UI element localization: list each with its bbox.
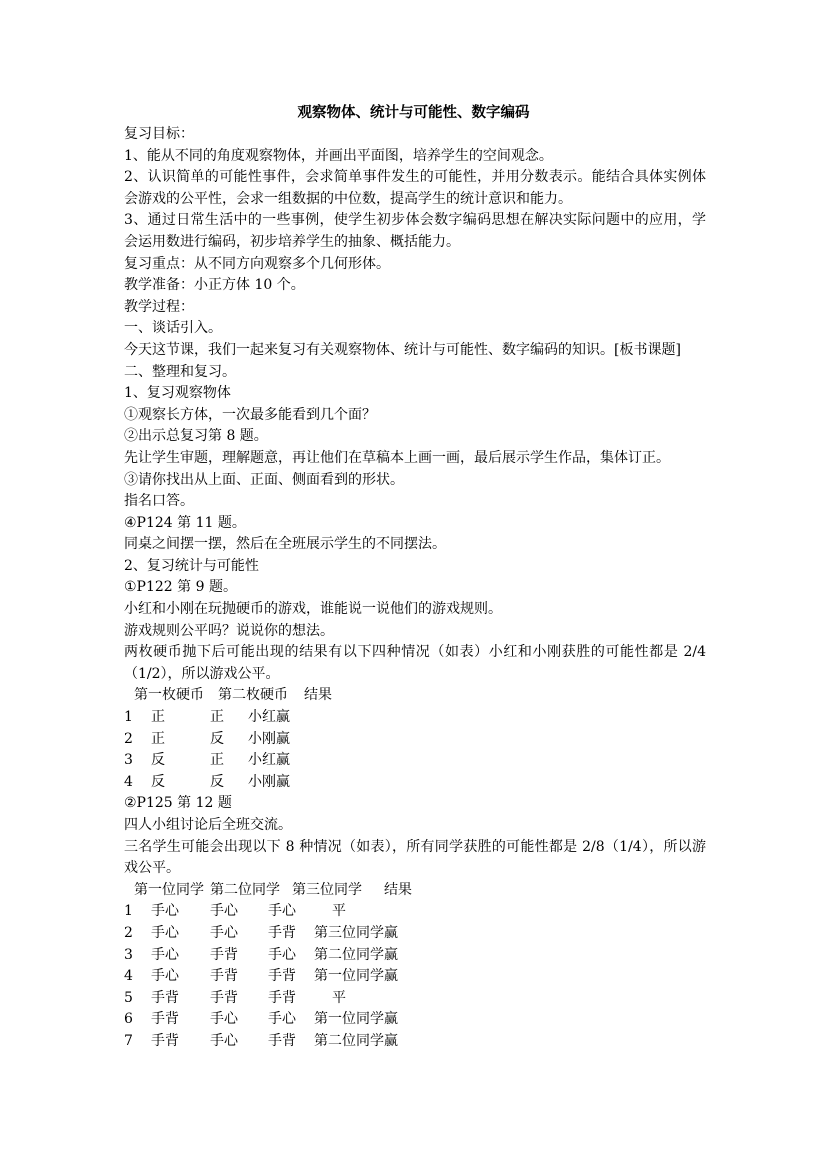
- table-row: [124, 1031, 706, 1053]
- table-cell: 平: [332, 903, 346, 920]
- coin-results-table: [124, 685, 706, 793]
- table-cell: 手心: [151, 924, 179, 941]
- paragraph: 小红和小刚在玩抛硬币的游戏，谁能说一说他们的游戏规则。: [124, 601, 502, 618]
- row-number: 3: [124, 752, 133, 769]
- table-header-cell: 第一枚硬币: [134, 687, 204, 704]
- paragraph: 指名口答。: [124, 493, 194, 510]
- row-number: 3: [124, 946, 133, 963]
- table-header-cell: 第二枚硬币: [218, 687, 288, 704]
- table-row: [124, 707, 706, 729]
- table-header-row: [124, 880, 706, 902]
- table-cell: 手心: [268, 946, 296, 963]
- paragraph: 二、整理和复习。: [124, 363, 236, 380]
- table-cell: 手心: [268, 903, 296, 920]
- paragraph: 一、谈话引入。: [124, 320, 222, 337]
- table-row: [124, 1009, 706, 1031]
- table-cell: 正: [210, 709, 224, 726]
- paragraph: 先让学生审题，理解题意，再让他们在草稿本上画一画，最后展示学生作品，集体订正。: [124, 449, 670, 466]
- table-row: [124, 729, 706, 751]
- table-cell: 手背: [210, 989, 238, 1006]
- paragraph: ①P122 第 9 题。: [124, 579, 237, 596]
- paragraph: 1、复习观察物体: [124, 385, 231, 402]
- paragraph: 教学过程：: [124, 298, 194, 315]
- row-number: 2: [124, 924, 133, 941]
- row-number: 6: [124, 1011, 133, 1028]
- paragraph: ②P125 第 12 题: [124, 795, 232, 812]
- table-cell: 反: [151, 752, 165, 769]
- table-row: [124, 923, 706, 945]
- paragraph: 2、复习统计与可能性: [124, 557, 259, 574]
- section-paragraphs-a: [124, 124, 706, 685]
- table-cell: 手心: [210, 1011, 238, 1028]
- paragraph: ②出示总复习第 8 题。: [124, 428, 268, 445]
- paragraph: ③请你找出从上面、正面、侧面看到的形状。: [124, 471, 404, 488]
- table-cell: 第一位同学赢: [314, 968, 398, 985]
- table-cell: 手背: [268, 924, 296, 941]
- table-row: [124, 988, 706, 1010]
- table-row: [124, 945, 706, 967]
- row-number: 1: [124, 903, 133, 920]
- table-cell: 手背: [268, 1032, 296, 1049]
- row-number: 5: [124, 989, 133, 1006]
- table-cell: 正: [151, 730, 165, 747]
- table-cell: 第一位同学赢: [314, 1011, 398, 1028]
- table-cell: 手心: [210, 924, 238, 941]
- table-cell: 第二位同学赢: [314, 946, 398, 963]
- table-header-cell: 结果: [384, 881, 412, 898]
- table-row: [124, 901, 706, 923]
- table-cell: 手心: [268, 1011, 296, 1028]
- table-cell: 手背: [268, 989, 296, 1006]
- table-cell: 小红赢: [248, 752, 290, 769]
- table-row: [124, 772, 706, 794]
- table-row: [124, 750, 706, 772]
- row-number: 4: [124, 968, 133, 985]
- table-cell: 手背: [268, 968, 296, 985]
- table-cell: 小刚赢: [248, 730, 290, 747]
- table-cell: 手心: [151, 946, 179, 963]
- table-row: [124, 966, 706, 988]
- table-header-cell: 结果: [304, 687, 332, 704]
- row-number: 2: [124, 730, 133, 747]
- table-cell: 手心: [210, 903, 238, 920]
- table-cell: 手心: [210, 1032, 238, 1049]
- table-cell: 平: [332, 989, 346, 1006]
- table-cell: 第三位同学赢: [314, 924, 398, 941]
- row-number: 4: [124, 773, 133, 790]
- table-cell: 手背: [151, 1032, 179, 1049]
- table-cell: 手心: [151, 903, 179, 920]
- table-cell: 手背: [210, 946, 238, 963]
- hand-results-table: [124, 880, 706, 1053]
- paragraph: 四人小组讨论后全班交流。: [124, 817, 292, 833]
- table-header-row: [124, 685, 706, 707]
- table-cell: 小红赢: [248, 709, 290, 726]
- paragraph: 今天这节课，我们一起来复习有关观察物体、统计与可能性、数字编码的知识。[板书课题]: [124, 341, 681, 358]
- paragraph: 教学准备：小正方体 10 个。: [124, 277, 305, 294]
- paragraph: 复习重点：从不同方向观察多个几何形体。: [124, 255, 390, 272]
- paragraph: 1、能从不同的角度观察物体，并画出平面图，培养学生的空间观念。: [124, 147, 553, 164]
- table-header-cell: 第二位同学: [210, 881, 280, 898]
- paragraph: 复习目标：: [124, 126, 194, 142]
- row-number: 7: [124, 1032, 133, 1049]
- table-cell: 反: [151, 773, 165, 790]
- table-cell: 手背: [210, 968, 238, 985]
- table-cell: 正: [151, 709, 165, 726]
- document-body: [124, 124, 706, 1053]
- paragraph: 三名学生可能会出现以下 8 种情况（如表），所有同学获胜的可能性都是 2/8（1/4），所以游戏公平。: [124, 838, 706, 877]
- table-header-cell: 第三位同学: [292, 881, 362, 898]
- table-cell: 反: [210, 730, 224, 747]
- table-header-cell: 第一位同学: [134, 881, 204, 898]
- table-cell: 手心: [151, 968, 179, 985]
- table-cell: 手背: [151, 989, 179, 1006]
- table-cell: 第二位同学赢: [314, 1032, 398, 1049]
- table-cell: 手背: [151, 1011, 179, 1028]
- document-title: 观察物体、统计与可能性、数字编码: [297, 104, 530, 121]
- table-cell: 小刚赢: [248, 773, 290, 790]
- paragraph: ①观察长方体，一次最多能看到几个面？: [124, 406, 376, 423]
- paragraph: 两枚硬币抛下后可能出现的结果有以下四种情况（如表）小红和小刚获胜的可能性都是 2/4（1/2），所以游戏公平。: [124, 644, 706, 682]
- row-number: 1: [124, 709, 133, 726]
- paragraph: 2、认识简单的可能性事件，会求简单事件发生的可能性，并用分数表示。能结合具体实例体会游戏的公平性，会求一组数据的中位数，提高学生的统计意识和能力。: [124, 169, 706, 207]
- table-cell: 反: [210, 773, 224, 790]
- paragraph: 同桌之间摆一摆，然后在全班展示学生的不同摆法。: [124, 536, 446, 553]
- table-cell: 正: [210, 752, 224, 769]
- paragraph: 游戏规则公平吗？说说你的想法。: [124, 622, 334, 639]
- section-paragraphs-b: [124, 793, 706, 879]
- paragraph: 3、通过日常生活中的一些事例，使学生初步体会数字编码思想在解决实际问题中的应用，学会运用数进行编码，初步培养学生的抽象、概括能力。: [124, 212, 706, 250]
- paragraph: ④P124 第 11 题。: [124, 514, 246, 531]
